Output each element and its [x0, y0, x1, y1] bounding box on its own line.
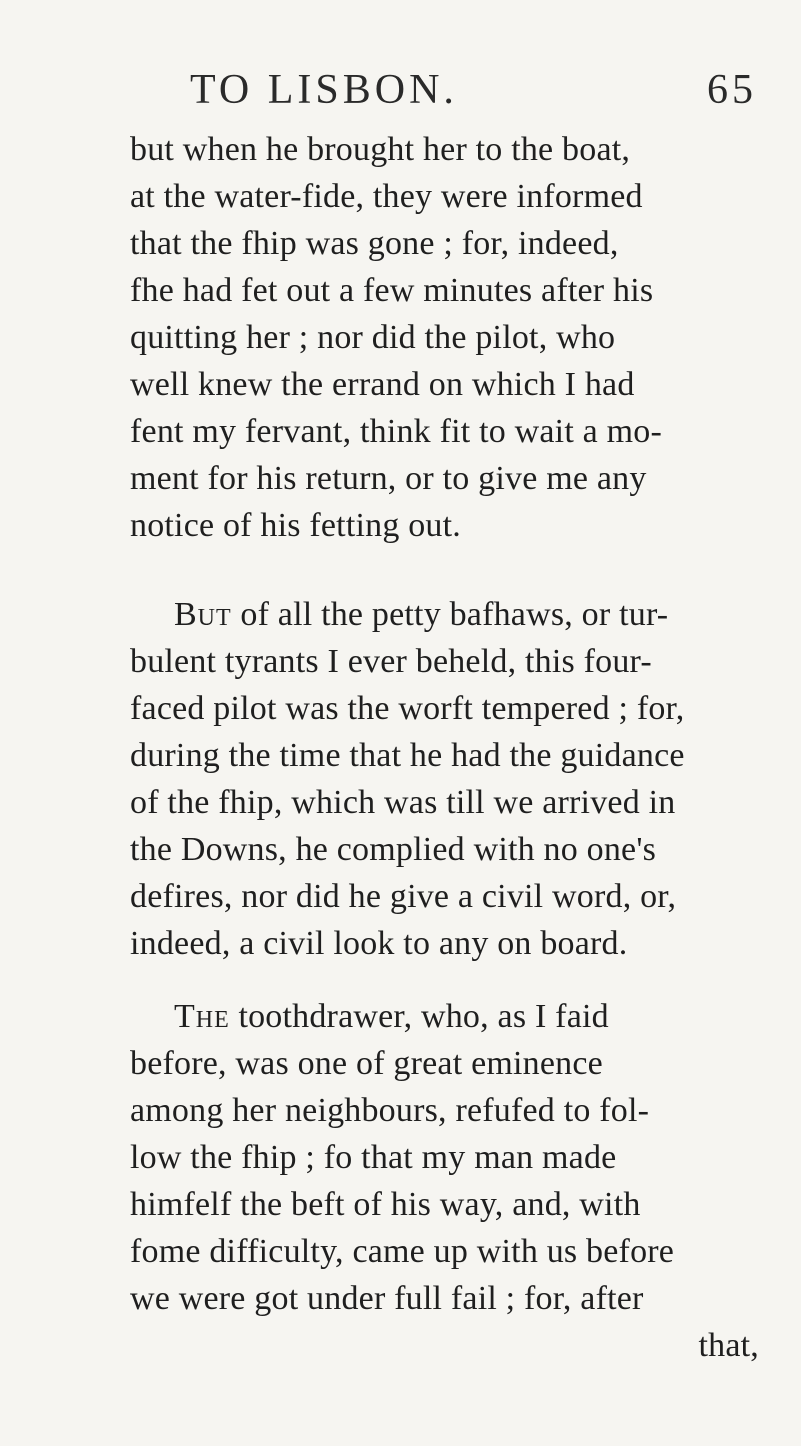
text-line: that the fhip was gone ; for, indeed, [130, 225, 619, 262]
page-header [130, 62, 765, 118]
text-line: the Downs, he complied with no one's [130, 831, 657, 868]
text-line: at the water-fide, they were informed [130, 178, 643, 215]
paragraph-lead: The [174, 998, 230, 1035]
body-text [130, 126, 765, 1369]
text-line-rest: of all the petty bafhaws, or tur- [231, 596, 669, 633]
text-line: defires, nor did he give a civil word, or, [130, 878, 677, 915]
text-line: fome difficulty, came up with us before [130, 1233, 675, 1270]
paragraph-1 [130, 126, 765, 549]
text-line-rest: toothdrawer, who, as I faid [229, 998, 609, 1035]
text-line: well knew the errand on which I had [130, 366, 635, 403]
catchword: that, [698, 1327, 759, 1364]
text-line: during the time that he had the guidance [130, 737, 685, 774]
text-line [130, 993, 765, 1040]
text-line: of the fhip, which was till we arrived in [130, 784, 676, 821]
text-line: himfelf the beft of his way, and, with [130, 1186, 641, 1223]
text-line [130, 591, 765, 638]
text-line: we were got under full fail ; for, after [130, 1280, 644, 1317]
page-number: 65 [707, 67, 757, 113]
paragraph-gap [130, 967, 765, 993]
text-line: bulent tyrants I ever beheld, this four- [130, 643, 652, 680]
text-line: among her neighbours, refufed to fol- [130, 1092, 650, 1129]
text-line: ment for his return, or to give me any [130, 460, 647, 497]
text-line: but when he brought her to the boat, [130, 131, 631, 168]
text-line: faced pilot was the worft tempered ; for, [130, 690, 685, 727]
text-line: fhe had fet out a few minutes after his [130, 272, 654, 309]
running-title: TO LISBON. [190, 67, 458, 113]
text-line: notice of his fetting out. [130, 507, 461, 544]
text-line: before, was one of great eminence [130, 1045, 603, 1082]
text-line: indeed, a civil look to any on board. [130, 925, 628, 962]
paragraph-gap [130, 549, 765, 591]
paragraph-3 [130, 993, 765, 1369]
text-line: fent my fervant, think fit to wait a mo- [130, 413, 663, 450]
paragraph-2 [130, 591, 765, 967]
text-line: low the fhip ; fo that my man made [130, 1139, 617, 1176]
text-line: quitting her ; nor did the pilot, who [130, 319, 616, 356]
paragraph-lead: But [174, 596, 232, 633]
